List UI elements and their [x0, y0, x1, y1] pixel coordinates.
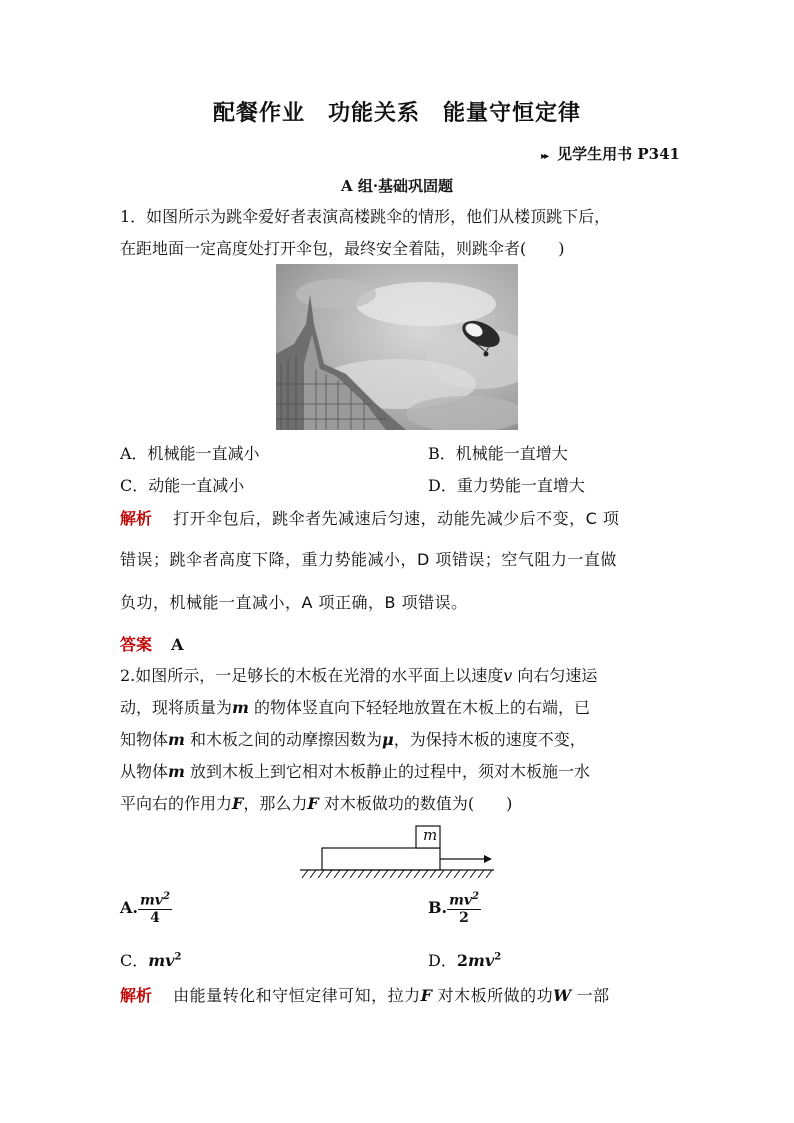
- coefficient: 2: [456, 951, 468, 970]
- page-title: 配餐作业 功能关系 能量守恒定律: [212, 100, 581, 126]
- analysis-text: 一部: [571, 986, 610, 1005]
- q2-option-b: [428, 891, 481, 926]
- fraction: [447, 891, 481, 926]
- var-mu: μ: [382, 730, 394, 749]
- q2-text: 平向右的作用力: [120, 794, 233, 813]
- option-value: mv: [148, 951, 175, 970]
- q2-text: 动，现将质量为: [120, 698, 233, 717]
- q1-analysis-line-2: 错误；跳伞者高度下降，重力势能减小，D 项错误；空气阻力一直做: [120, 550, 617, 569]
- q1-analysis-line-3: 负功，机械能一直减小，A 项正确，B 项错误。: [120, 593, 468, 612]
- q1-line-1: 1．如图所示为跳伞爱好者表演高楼跳伞的情形，他们从楼顶跳下后，: [120, 207, 611, 226]
- analysis-label: 解析: [120, 509, 153, 528]
- q1-answer: [120, 632, 184, 655]
- answer-value: A: [171, 635, 184, 654]
- q2-option-d: [428, 948, 501, 971]
- double-arrow-icon: ▸▸: [541, 151, 548, 162]
- option-label: A.: [120, 897, 138, 917]
- board-diagram: [298, 822, 498, 884]
- analysis-label: 解析: [120, 986, 153, 1005]
- option-label: C．: [120, 951, 149, 970]
- q2-option-c: [120, 948, 181, 971]
- var-m: m: [232, 698, 249, 717]
- answer-label: 答案: [120, 635, 153, 654]
- q1-line-2: 在距地面一定高度处打开伞包，最终安全着陆，则跳伞者( ): [120, 239, 565, 258]
- q2-text: 对木板做功的数值为( ): [318, 794, 513, 813]
- q2-line-4: [120, 759, 590, 782]
- analysis-text-1: 打开伞包后，跳伞者先减速后匀速，动能先减少后不变，C 项: [173, 509, 620, 528]
- analysis-text: 由能量转化和守恒定律可知，拉力: [173, 986, 421, 1005]
- q2-analysis-line-1: [120, 983, 610, 1006]
- q2-text: 2.如图所示，一足够长的木板在光滑的水平面上以速度: [120, 666, 504, 685]
- q1-option-b: B．机械能一直增大: [428, 444, 568, 463]
- fraction: [138, 891, 172, 926]
- exponent: 2: [174, 951, 182, 963]
- q1-option-d: D．重力势能一直增大: [428, 476, 585, 495]
- option-value: mv: [467, 951, 495, 970]
- q2-text: 知物体: [120, 730, 169, 749]
- q1-analysis-line-1: [120, 506, 619, 529]
- exponent: 2: [494, 951, 502, 963]
- denominator: 2: [459, 909, 469, 926]
- option-label: D．: [428, 951, 457, 970]
- exponent: 2: [162, 891, 170, 902]
- var-m: m: [168, 762, 185, 781]
- numerator: mv: [449, 892, 473, 909]
- q2-text: 和木板之间的动摩擦因数为: [184, 730, 383, 749]
- q2-text: ，那么力: [243, 794, 308, 813]
- exponent: 2: [472, 891, 480, 902]
- var-m: m: [168, 730, 185, 749]
- group-heading: A 组·基础巩固题: [340, 177, 454, 195]
- option-label: B.: [428, 897, 448, 917]
- var-v: v: [503, 666, 513, 685]
- var-f: F: [232, 794, 244, 813]
- q2-option-a: [120, 891, 172, 926]
- q2-text: 放到木板上到它相对木板静止的过程中，须对木板施一水: [184, 762, 591, 781]
- numerator: mv: [139, 892, 163, 909]
- q2-text: ，为保持木板的速度不变，: [393, 730, 586, 749]
- q1-option-a: A．机械能一直减小: [120, 444, 260, 463]
- textbook-reference: [541, 143, 680, 164]
- reference-text: 见学生用书 P341: [557, 145, 680, 163]
- denominator: 4: [150, 909, 160, 926]
- analysis-text: 对木板所做的功: [431, 986, 554, 1005]
- var-f: F: [307, 794, 319, 813]
- q1-option-c: C．动能一直减小: [120, 476, 245, 495]
- q2-text: 从物体: [120, 762, 169, 781]
- q2-line-3: [120, 727, 586, 750]
- var-f: F: [420, 986, 432, 1005]
- var-w: W: [553, 986, 572, 1005]
- q2-line-5: [120, 791, 512, 814]
- block-label: m: [423, 826, 438, 844]
- skydiver-photo: [276, 264, 518, 430]
- q2-line-2: [120, 695, 590, 718]
- q2-text: 的物体竖直向下轻轻地放置在木板上的右端，已: [248, 698, 591, 717]
- q2-text: 向右匀速运: [512, 666, 598, 685]
- q2-line-1: [120, 663, 597, 686]
